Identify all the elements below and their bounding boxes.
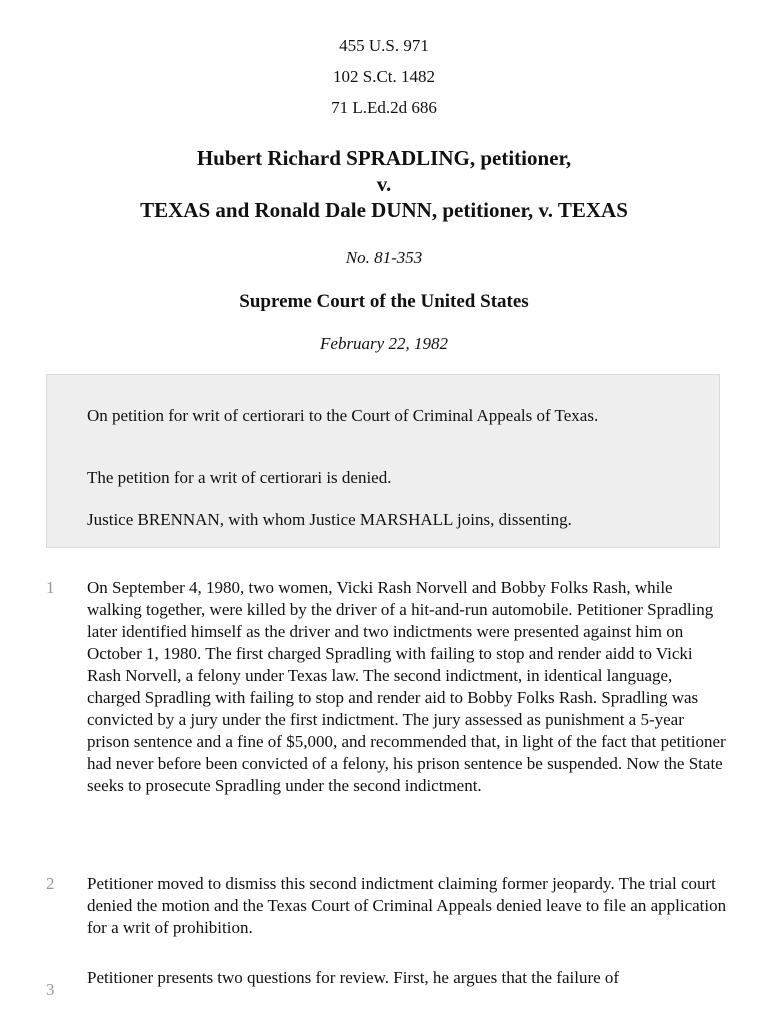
case-title-line-3: TEXAS and Ronald Dale DUNN, petitioner, v. TEXAS <box>140 198 628 222</box>
paragraph-number: 1 <box>46 578 55 597</box>
paragraph-number: 3 <box>46 980 55 999</box>
case-title-line-1: Hubert Richard SPRADLING, petitioner, <box>196 146 572 170</box>
citation-lawyers-edition: 71 L.Ed.2d 686 <box>331 98 437 117</box>
summary-petition-text: On petition for writ of certiorari to the Court of Criminal Appeals of Texas. <box>87 406 599 425</box>
paragraph-text: Petitioner presents two questions for review. First, he argues that the failure of <box>87 968 620 987</box>
docket-number: No. 81-353 <box>345 248 423 267</box>
summary-dissent-text: Justice BRENNAN, with whom Justice MARSHALL joins, dissenting. <box>87 510 572 529</box>
summary-denied-text: The petition for a writ of certiorari is denied. <box>87 468 392 487</box>
citation-supreme-court-reporter: 102 S.Ct. 1482 <box>332 67 436 86</box>
decision-date: February 22, 1982 <box>320 334 448 353</box>
paragraph-number: 2 <box>46 874 55 893</box>
citation-us-reports: 455 U.S. 971 <box>339 36 429 55</box>
court-name: Supreme Court of the United States <box>239 291 529 312</box>
case-title-line-2: v. <box>376 172 392 196</box>
paragraph-text: On September 4, 1980, two women, Vicki Rash Norvell and Bobby Folks Rash, while walking together, were killed by the driver of a hit-and-run automobile. Petitioner Spradling later identified himself as the driver and two indictments were presented against him on October 1, 1980. The first charged Spradling with failing to stop and render aidd to Vicki Rash Norvell, a felony under Texas law. The second indictment, in identical language, charged Spradling with failing to stop and render aid to Bobby Folks Rash. Spradling was convicted by a jury under the first indictment. The jury assessed as punishment a 5-year prison sentence and a fine of $5,000, and recommended that, in light of the fact that petitioner had never before been convicted of a felony, his prison sentence be suspended. Now the State seeks to prosecute Spradling under the second indictment. <box>87 578 726 795</box>
paragraph-text: Petitioner moved to dismiss this second indictment claiming former jeopardy. The trial court denied the motion and the Texas Court of Criminal Appeals denied leave to file an application for a writ of prohibition. <box>87 874 727 937</box>
case-summary-box <box>46 374 720 548</box>
